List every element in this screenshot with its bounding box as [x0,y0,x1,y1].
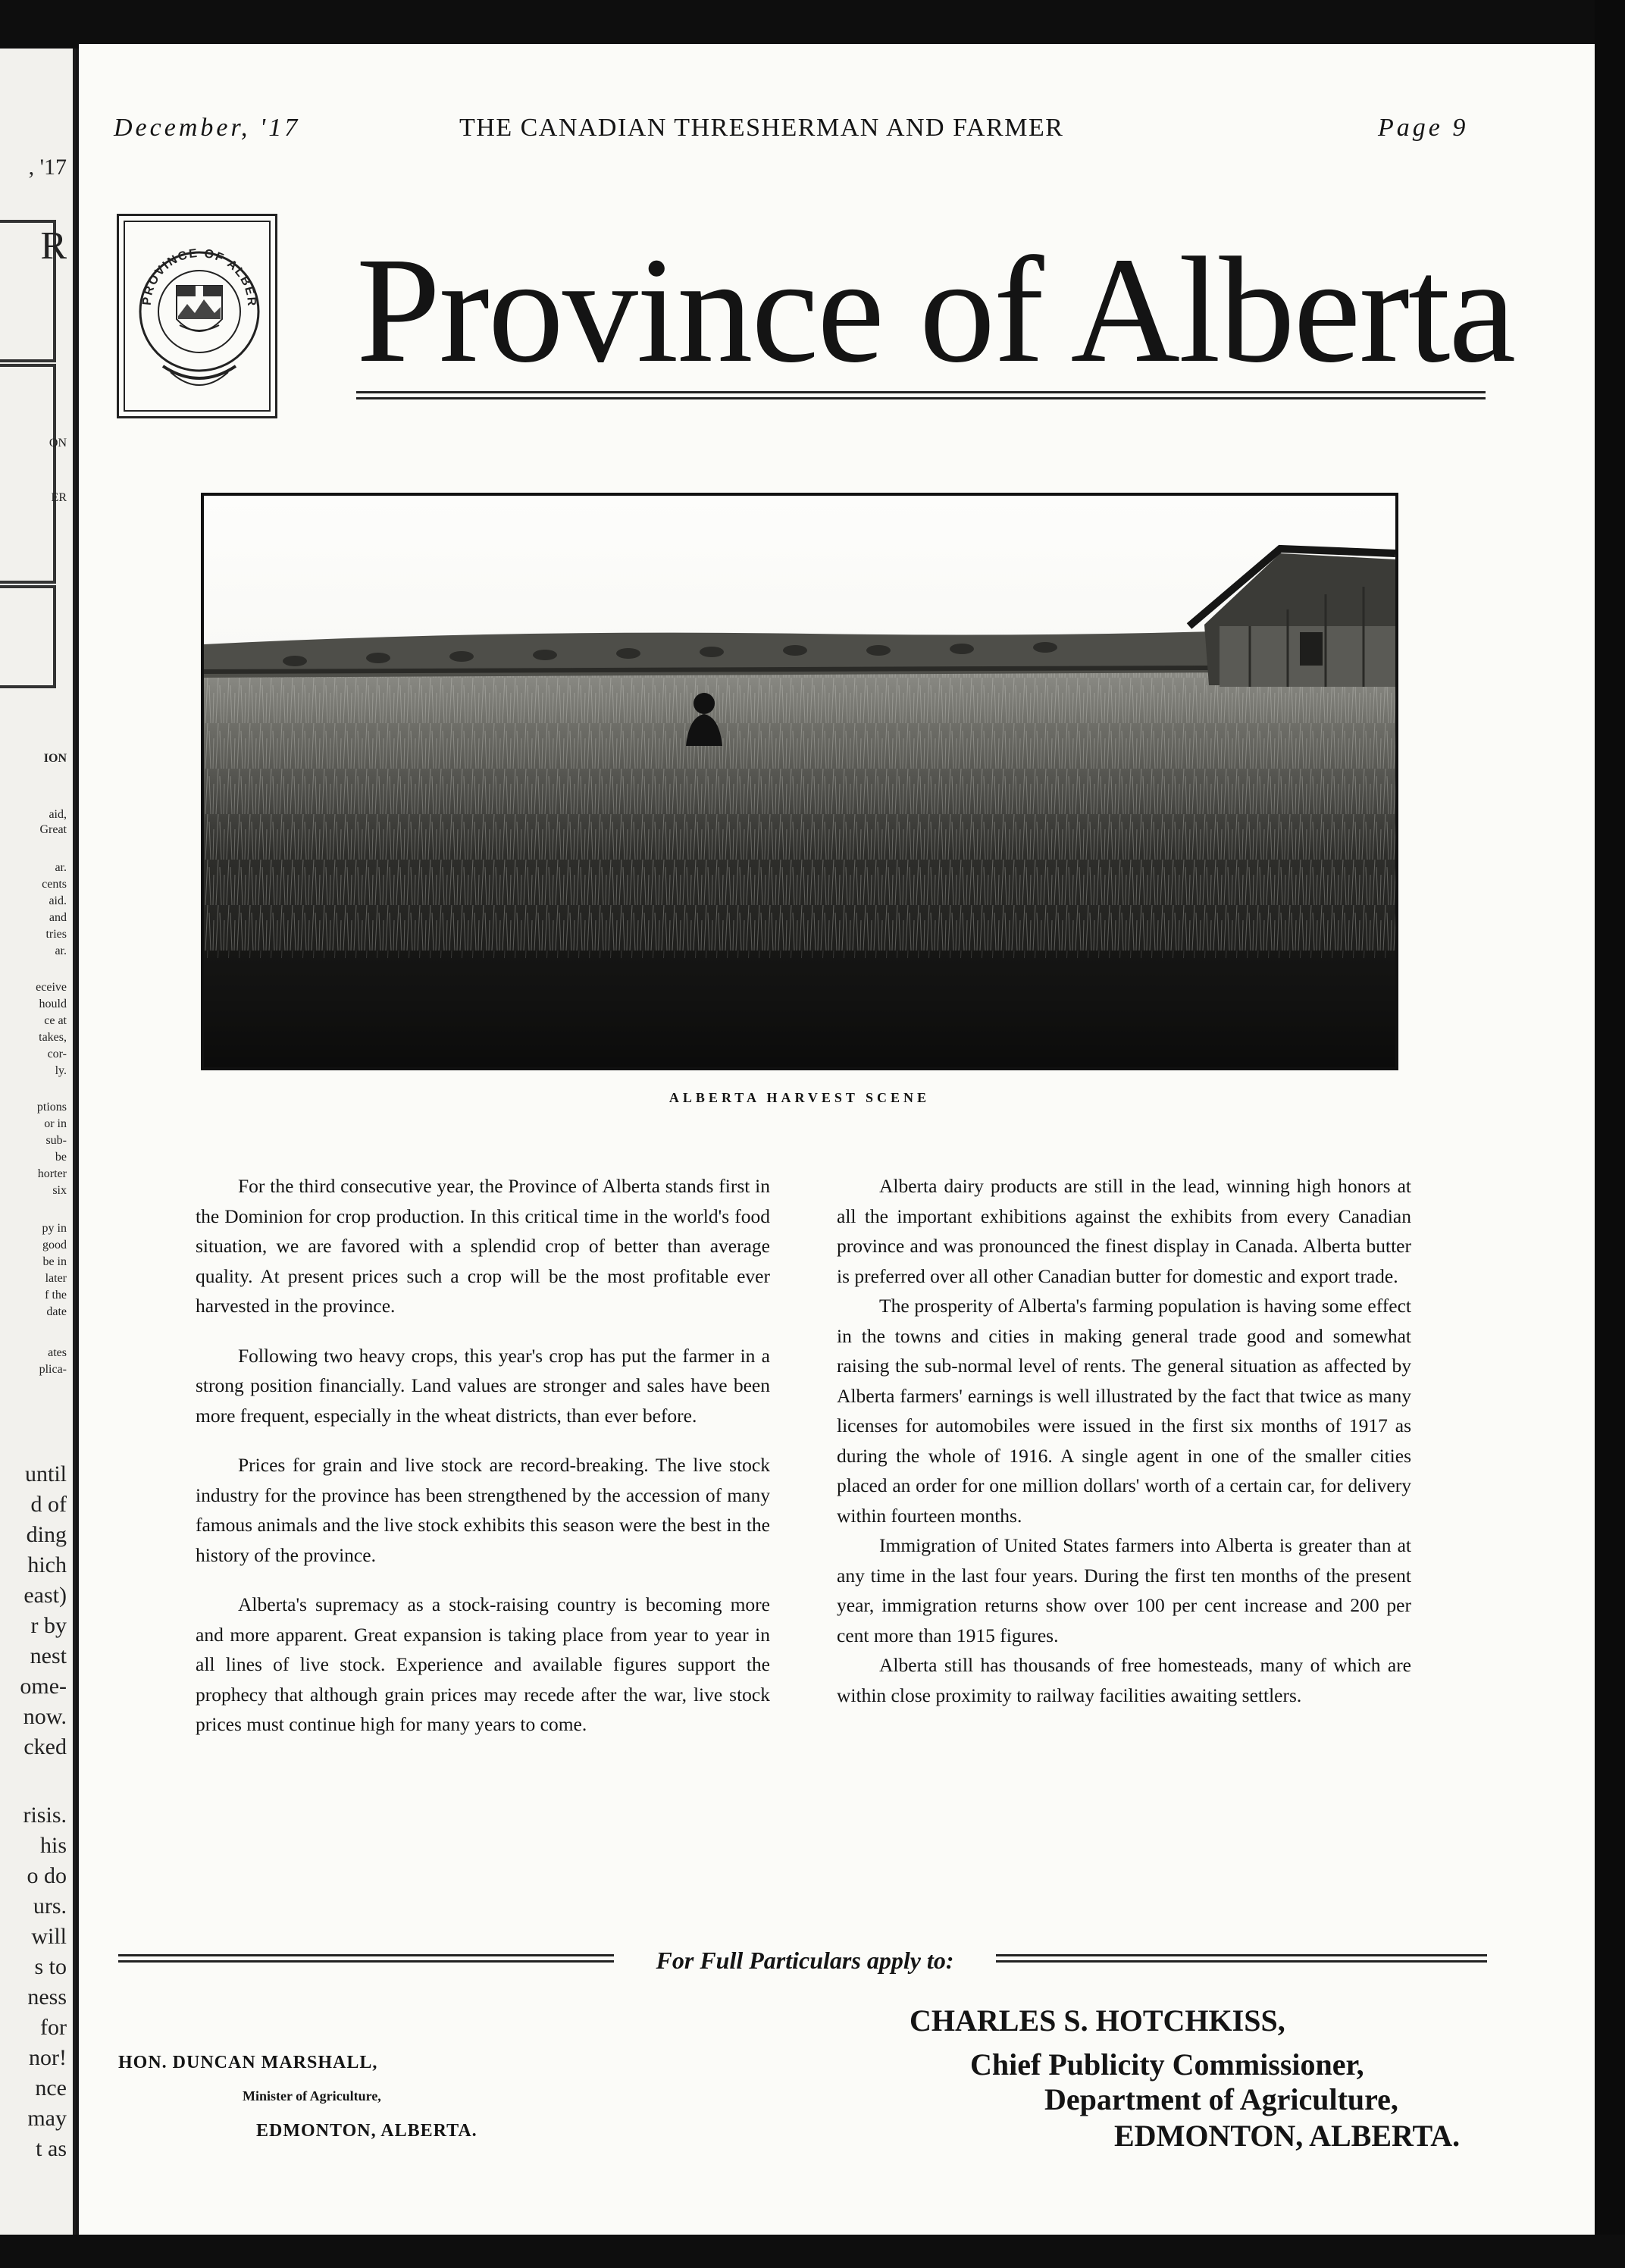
previous-page-fragment: ome- [20,1674,67,1699]
previous-page-fragment: takes, [39,1031,67,1044]
article-column-right [837,1171,1411,1710]
article-paragraph: Immigration of United States farmers into Alberta is greater than at any time in the last four years. During the first ten months of the present year, immigration returns show over 100 per cent increase and 200 per cent more than 1915 figures. [837,1534,1411,1646]
crest-frame [124,221,271,412]
previous-page-fragment: good [42,1239,67,1251]
contact-minister-city: EDMONTON, ALBERTA. [256,2121,477,2141]
previous-page-box [0,585,56,688]
article-paragraph: For the third consecutive year, the Province of Alberta stands first in the Dominion for crop production. In this critical time in the world's food situation, we are favored with a splendid crop of better than average quality. At present prices such a crop will be the most profitable ever harvested in the province. [196,1175,770,1317]
previous-page-fragment: his [39,1833,67,1858]
coat-of-arms-icon [125,222,274,415]
previous-page-fragment: cor- [47,1048,67,1060]
contact-commissioner-title: Chief Publicity Commissioner, [970,2047,1364,2082]
contact-minister-name: HON. DUNCAN MARSHALL, [118,2053,378,2072]
previous-page-fragment: may [27,2106,67,2131]
previous-page-fragment: ce at [44,1014,67,1027]
previous-page-date: , '17 [28,155,67,180]
previous-page-fragment: tries [45,928,67,941]
headline-rule [356,391,1486,399]
previous-page-fragment: aid. [49,894,67,907]
article-paragraph: Alberta's supremacy as a stock-raising country is becoming more and more apparent. Great expansion is taking place from year to year in all lines of live stock. Experience and available figures support the prophecy that although grain prices may recede after the war, live stock prices must continue high for many years to come. [196,1593,770,1735]
running-head-page-number: Page 9 [1378,114,1469,142]
contact-city: EDMONTON, ALBERTA. [1114,2119,1461,2153]
previous-page-fragment: Great [39,823,67,836]
previous-page-fragment: later [45,1272,67,1285]
previous-page-fragment: and [49,911,67,924]
particulars-rule-right [996,1954,1487,1963]
previous-page-fragment: o do [27,1863,67,1888]
contact-minister-title: Minister of Agriculture, [243,2088,381,2104]
alberta-crest [117,214,277,418]
previous-page-fragment: urs. [33,1894,67,1919]
previous-page-fragment: s to [34,1954,67,1979]
harvest-photo [201,493,1398,1070]
previous-page-fragment: ptions [36,1101,67,1114]
previous-page-fragment: nce [35,2075,67,2100]
harvest-field-image [204,496,1395,1067]
running-head-date: December, '17 [114,114,301,142]
previous-page-fragment: hich [27,1552,67,1577]
previous-page-fragment: nest [30,1643,67,1668]
previous-page-fragment: now. [23,1704,67,1729]
photo-caption: ALBERTA HARVEST SCENE [668,1090,931,1105]
previous-page-fragment: date [46,1305,67,1318]
previous-page-fragment: ON [49,437,67,450]
previous-page-fragment: r by [30,1613,67,1638]
previous-page-fragment: be [55,1151,67,1164]
previous-page-fragment: nor! [29,2045,67,2070]
previous-page-fragment: ar. [55,861,67,874]
article-paragraph: The prosperity of Alberta's farming population is having some effect in the towns and cities in making general trade good and somewhat raising the sub-normal level of rents. The general situation as affected by Alberta farmers' earnings is well illustrated by the fact that twice as many licenses for automobiles were issued in the first six months of 1917 as during the whole of 1916. A single agent in one of the smaller cities placed an order for one million dollars' worth of a certain car, for delivery within fourteen months. [837,1295,1411,1527]
previous-page-fragment: horter [37,1167,67,1180]
previous-page-fragment: aid, [49,808,67,821]
scan-border-top [0,0,1625,49]
headline: Province of Alberta [356,227,1515,394]
scan-border-bottom [0,2235,1625,2268]
previous-page-letter: R [40,224,67,268]
previous-page-fragment: ates [48,1346,67,1359]
particulars-label: For Full Particulars apply to: [656,1947,954,1974]
previous-page-fragment: t as [36,2136,67,2161]
previous-page-fragment: will [31,1924,67,1949]
article-paragraph: Alberta dairy products are still in the lead, winning high honors at all the important exhibitions against the exhibits from every Canadian province and was pronounced the finest display in Canada. Alberta butter is preferred over all other Canadian butter for domestic and export trade. [837,1175,1411,1287]
previous-page-fragment: or in [44,1117,67,1130]
previous-page-fragment: plica- [39,1363,67,1376]
previous-page-fragment: cked [23,1734,67,1759]
article-paragraph: Prices for grain and live stock are record-breaking. The live stock industry for the province has been strengthened by the accession of many famous animals and the live stock exhibits this season were the best in the history of the province. [196,1454,770,1566]
previous-page-fragment: f the [45,1289,67,1302]
scan-border-right [1595,0,1625,2268]
previous-page-fragment: ly. [55,1064,67,1077]
previous-page-fragment: be in [42,1255,67,1268]
article-paragraph: Following two heavy crops, this year's crop has put the farmer in a strong position financially. Land values are stronger and sales have been more frequent, especially in the wheat districts, than ever before. [196,1344,770,1427]
contact-department: Department of Agriculture, [1044,2082,1398,2116]
previous-page-fragment: ER [51,491,67,504]
crest-ring-text: PROVINCE OF ALBER [140,246,258,308]
previous-page-fragment: cents [42,878,67,891]
previous-page-fragment: risis. [23,1803,67,1828]
article-column-left [196,1171,770,1759]
previous-page-fragment: six [52,1184,67,1197]
previous-page-fragment: east) [23,1583,67,1608]
article-paragraph: Alberta still has thousands of free homesteads, many of which are within close proximity to railway facilities awaiting settlers. [837,1654,1411,1706]
previous-page-fragment: ness [27,1984,67,2010]
previous-page-fragment: eceive [36,981,67,994]
previous-page-fragment: for [40,2015,67,2040]
previous-page-box [0,364,56,584]
previous-page-fragment: sub- [45,1134,67,1147]
previous-page-edge [0,49,76,2235]
previous-page-fragment: ION [43,752,67,765]
previous-page-fragment: until [24,1461,67,1486]
previous-page-fragment: d of [30,1492,67,1517]
previous-page-fragment: hould [39,998,67,1010]
contact-commissioner-name: CHARLES S. HOTCHKISS, [910,2003,1285,2038]
previous-page-fragment: py in [42,1222,67,1235]
previous-page-fragment: ar. [55,944,67,957]
particulars-rule-left [118,1954,614,1963]
running-head-title: THE CANADIAN THRESHERMAN AND FARMER [459,114,1064,142]
previous-page-fragment: ding [26,1522,67,1547]
